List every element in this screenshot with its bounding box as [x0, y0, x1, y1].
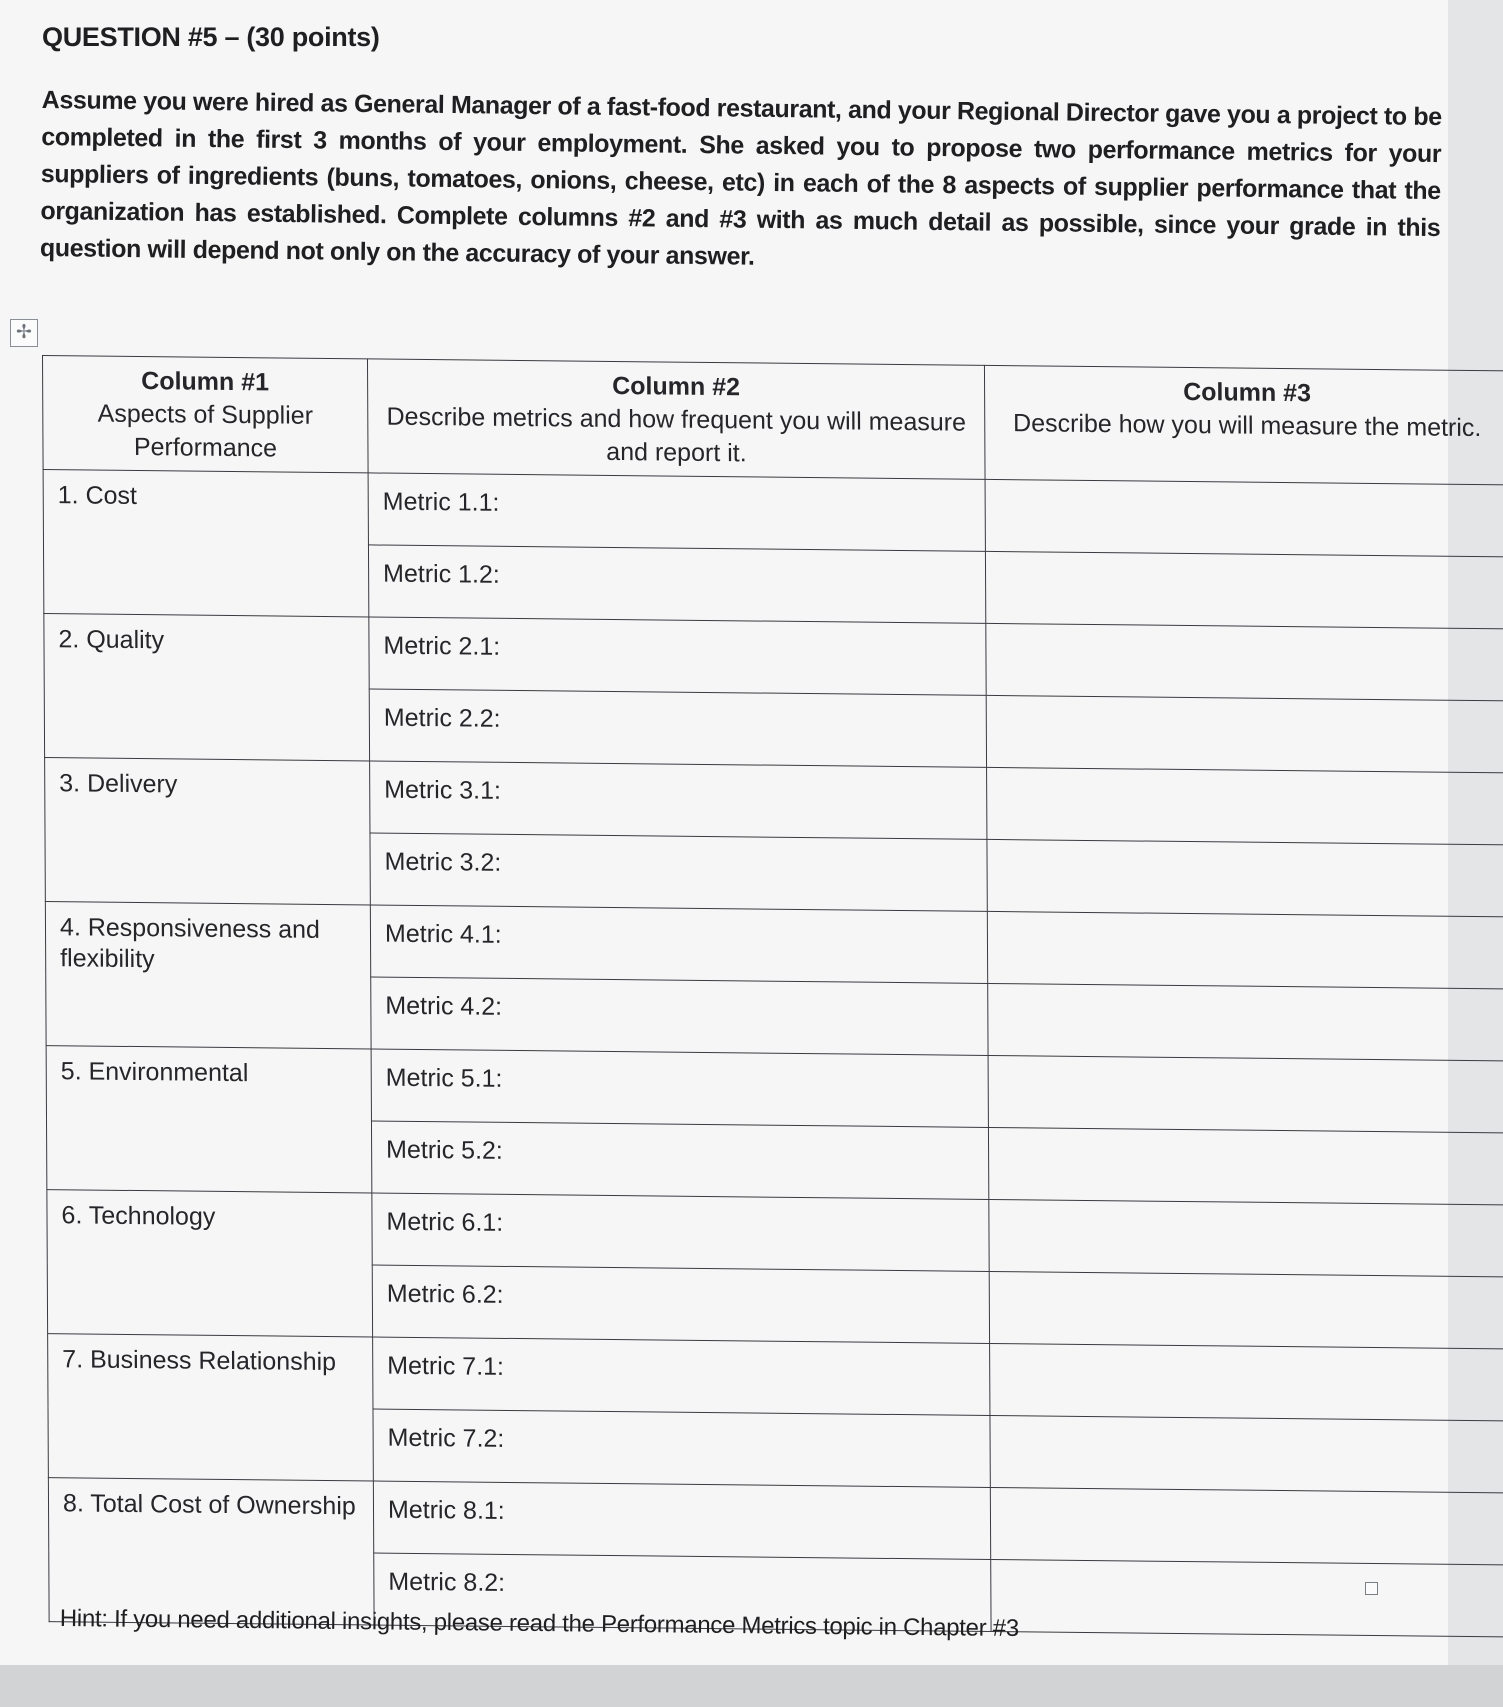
move-arrows-icon[interactable]: ✢ [10, 319, 38, 347]
measure-answer-cell[interactable] [990, 1415, 1503, 1493]
metric-cell[interactable]: Metric 8.1: [373, 1481, 990, 1559]
aspect-cell: 5. Environmental [46, 1046, 372, 1193]
measure-answer-cell[interactable] [987, 839, 1503, 917]
measure-answer-cell[interactable] [988, 1055, 1503, 1133]
measure-answer-cell[interactable] [990, 1343, 1503, 1421]
table-row [43, 470, 1503, 557]
metric-cell[interactable]: Metric 5.1: [371, 1049, 988, 1127]
measure-answer-cell[interactable] [985, 479, 1503, 557]
aspect-cell: 4. Responsiveness and flexibility [45, 902, 371, 1049]
header-column-1 [43, 356, 369, 473]
column-2-title: Column #2 [612, 371, 741, 402]
column-3-description: Describe how you will measure the metric. [1013, 409, 1482, 443]
metric-cell[interactable]: Metric 1.2: [368, 545, 985, 623]
measure-answer-cell[interactable] [989, 1271, 1503, 1349]
measure-answer-cell[interactable] [988, 983, 1503, 1061]
metric-cell[interactable]: Metric 2.2: [369, 689, 986, 767]
desk-background [0, 1665, 1503, 1707]
metric-cell[interactable]: Metric 3.2: [370, 833, 987, 911]
table-row [45, 902, 1503, 989]
header-column-3 [984, 365, 1503, 485]
aspect-cell: 7. Business Relationship [48, 1334, 374, 1481]
measure-answer-cell[interactable] [989, 1199, 1503, 1277]
table-row [45, 758, 1503, 845]
metric-cell[interactable]: Metric 6.2: [372, 1265, 989, 1343]
metric-cell[interactable]: Metric 7.1: [373, 1337, 990, 1415]
metric-cell[interactable]: Metric 4.2: [371, 977, 988, 1055]
table-header-row [43, 356, 1503, 485]
metric-cell[interactable]: Metric 5.2: [371, 1121, 988, 1199]
measure-answer-cell[interactable] [987, 767, 1503, 845]
aspect-cell: 3. Delivery [45, 758, 371, 905]
measure-answer-cell[interactable] [991, 1560, 1503, 1638]
hint-text: Hint: If you need additional insights, please read the Performance Metrics topic in Chapter #3 [59, 1605, 1019, 1643]
metric-cell[interactable]: Metric 3.1: [370, 761, 987, 839]
measure-answer-cell[interactable] [985, 551, 1503, 629]
metric-cell[interactable]: Metric 6.1: [372, 1193, 989, 1271]
table-row [46, 1046, 1503, 1133]
measure-answer-cell[interactable] [988, 1127, 1503, 1205]
column-3-title: Column #3 [1183, 377, 1312, 408]
measure-answer-cell[interactable] [986, 623, 1503, 701]
table-row [48, 1478, 1503, 1565]
column-2-description: Describe metrics and how frequent you will measure and report it. [386, 402, 967, 468]
aspect-cell: 2. Quality [44, 614, 370, 761]
question-title: QUESTION #5 – (30 points) [42, 22, 380, 52]
question-prompt: Assume you were hired as General Manager of a fast-food restaurant, and your Regional Director gave you a project to be completed in the first 3 months of your employment. She asked you to propose two performance metrics for your suppliers of ingredients (buns, tomatoes, onions, cheese, etc) in each of the 8 aspects of supplier performance that the organization has established. Complete columns #2 and #3 with as much detail as possible, since your grade in this question will depend not only on the accuracy of your answer. [39, 85, 1442, 271]
aspect-cell: 8. Total Cost of Ownership [48, 1478, 374, 1625]
table-row [47, 1190, 1503, 1277]
metric-cell[interactable]: Metric 2.1: [369, 617, 986, 695]
aspect-cell: 1. Cost [43, 470, 369, 617]
table-row [48, 1334, 1503, 1421]
column-1-title: Column #1 [141, 367, 270, 397]
metric-cell[interactable]: Metric 4.1: [370, 905, 987, 983]
column-1-description: Aspects of Supplier Performance [97, 399, 314, 463]
table-row [44, 614, 1503, 701]
metrics-table [42, 355, 1503, 1638]
metrics-table-container [42, 355, 1482, 1637]
measure-answer-cell[interactable] [990, 1487, 1503, 1565]
aspect-cell: 6. Technology [47, 1190, 373, 1337]
header-column-2 [367, 359, 985, 479]
metric-cell[interactable]: Metric 8.2: [374, 1553, 991, 1631]
measure-answer-cell[interactable] [987, 911, 1503, 989]
metric-cell[interactable]: Metric 1.1: [368, 473, 985, 551]
metric-cell[interactable]: Metric 7.2: [373, 1409, 990, 1487]
resize-square-icon[interactable] [1365, 1582, 1378, 1595]
measure-answer-cell[interactable] [986, 695, 1503, 773]
